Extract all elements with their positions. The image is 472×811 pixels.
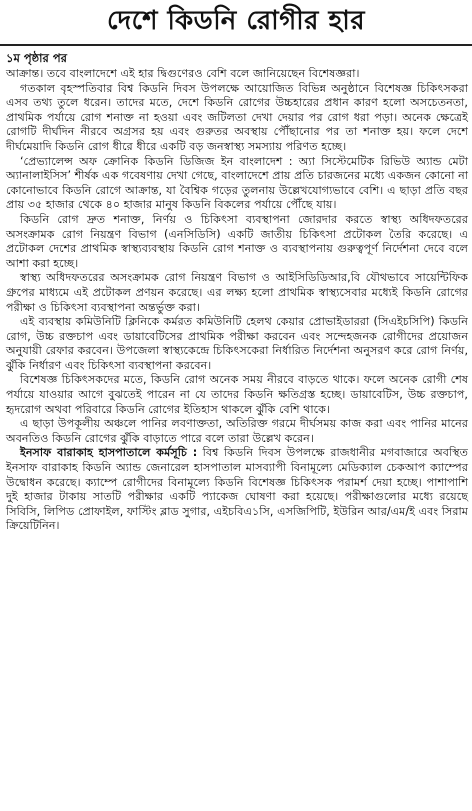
paragraph-4: কিডনি রোগ দ্রুত শনাক্ত, নির্ণয় ও চিকিৎসা ব্যবস্থাপনা জোরদার করতে স্বাস্থ্য অধিদফতরের অসংক্রামক রোগ নিয়ন্ত্রণ বিভাগ (এনসিডিসি) একটি জাতীয় চিকিৎসা প্রটোকল তৈরি করেছে। এ প্রটোকল দেশের প্রাথমিক স্বাস্থ্যব্যবস্থায় কিডনি রোগ শনাক্ত ও ব্যবস্থাপনায় গুরুত্বপূর্ণ নির্দেশনা দেবে বলে আশা করা হচ্ছে। [6, 212, 468, 270]
paragraph-9-text: বিশ্ব কিডনি দিবস উপলক্ষে রাজধানীর মগবাজারে অবস্থিত ইনসাফ বারাকাহ কিডনি অ্যান্ড জেনারেল হাসপাতাল মাসব্যাপী বিনামূল্যে মেডিক্যাল চেকআপ ক্যাম্পের উদ্বোধন করেছে। ক্যাম্পে রোগীদের বিনামূল্যে কিডনি বিশেষজ্ঞ চিকিৎসক পরামর্শ দেয়া হচ্ছে। পাশাপাশি দুই হাজার টাকায় সাতটি পরীক্ষার একটি প্যাকেজ ঘোষণা করা হয়েছে। পরীক্ষাগুলোর মধ্যে রয়েছে সিবিসি, লিপিড প্রোফাইল, ফাস্টিং ব্লাড সুগার, এইচবিএ১সি, এসজিপিটি, ইউরিন আর/এম/ই এবং সিরাম ক্রিয়েটিনিন। [6, 446, 468, 533]
headline-box [0, 0, 472, 46]
paragraph-7: বিশেষজ্ঞ চিকিৎসকদের মতে, কিডনি রোগ অনেক সময় নীরবে বাড়তে থাকে। ফলে অনেক রোগী শেষ পর্যায়ে যাওয়ার আগে বুঝতেই পারেন না যে তাদের কিডনি ক্ষতিগ্রস্ত হচ্ছে। ডায়াবেটিস, উচ্চ রক্তচাপ, হৃদরোগ অথবা পরিবারে কিডনি রোগের ইতিহাস থাকলে ঝুঁকি বেশি থাকে। [6, 373, 468, 416]
article-body [6, 67, 468, 534]
continued-from-label: ১ম পৃষ্ঠার পর [6, 51, 67, 65]
headline: দেশে কিডনি রোগীর হার [106, 6, 366, 36]
paragraph-6: এই ব্যবস্থায় কমিউনিটি ক্লিনিকে কর্মরত কমিউনিটি হেলথ কেয়ার প্রোভাইডাররা (সিএইচসিপি) কিডনি রোগ, উচ্চ রক্তচাপ এবং ডায়াবেটিসের প্রাথমিক পরীক্ষা করবেন এবং সন্দেহজনক রোগীদের প্রয়োজন অনুযায়ী রেফার করবেন। উপজেলা স্বাস্থ্যকেন্দ্রে চিকিৎসকেরা নির্ধারিত নির্দেশনা অনুসরণ করে রোগ নির্ণয়, ঝুঁকি নির্ধারণ এবং চিকিৎসা ব্যবস্থাপনা করবেন। [6, 315, 468, 372]
paragraph-3: ‘প্রেভ্যালেন্স অফ ক্রোনিক কিডনি ডিজিজ ইন বাংলাদেশ : অ্যা সিস্টেমেটিক রিভিউ অ্যান্ড মেটা অ্যানালাইসিস’ শীর্ষক এক গবেষণায় দেখা গেছে, বাংলাদেশে প্রায় প্রতি চারজনের মধ্যে একজন কোনো না কোনোভাবে কিডনি রোগে আক্রান্ত, যা বৈশ্বিক গড়ের তুলনায় উল্লেখযোগ্যভাবে বেশি। এ ছাড়া প্রতি বছর প্রায় ৩৫ হাজার থেকে ৪০ হাজার মানুষ কিডনি বিকলের পর্যায়ে পৌঁছে যায়। [6, 154, 468, 212]
paragraph-9 [6, 446, 468, 534]
subhead-lead: ইনসাফ বারাকাহ হাসপাতালে কর্মসূচি : [20, 446, 198, 460]
paragraph-2: গতকাল বৃহস্পতিবার বিশ্ব কিডনি দিবস উপলক্ষে আয়োজিত বিভিন্ন অনুষ্ঠানে বিশেষজ্ঞ চিকিৎসকরা এসব তথ্য তুলে ধরেন। তাদের মতে, দেশে কিডনি রোগের উচ্চহারের প্রধান কারণ হলো অসচেতনতা, প্রাথমিক পর্যায়ে রোগ শনাক্ত না হওয়া এবং জটিলতা দেখা দেয়ার পর রোগ ধরা পড়া। অনেক ক্ষেত্রেই রোগটি দীর্ঘদিন নীরবে অগ্রসর হয় এবং গুরুতর অবস্থায় পৌঁছানোর পর তা শনাক্ত হয়। ফলে দেশে দীর্ঘমেয়াদি কিডনি রোগ ধীরে ধীরে একটি বড় জনস্বাস্থ্য সমস্যায় পরিণত হচ্ছে। [6, 81, 468, 153]
paragraph-8: এ ছাড়া উপকূলীয় অঞ্চলে পানির লবণাক্ততা, অতিরিক্ত গরমে দীর্ঘসময় কাজ করা এবং পানির মানের অবনতিও কিডনি রোগের ঝুঁকি বাড়াতে পারে বলে তারা উল্লেখ করেন। [6, 417, 468, 445]
paragraph-5: স্বাস্থ্য অধিদফতরের অসংক্রামক রোগ নিয়ন্ত্রণ বিভাগ ও আইসিডিডিআর,বি যৌথভাবে সায়েন্টিফিক গ্রুপের মাধ্যমে এই প্রটোকল প্রণয়ন করেছে। এর লক্ষ্য হলো প্রাথমিক স্বাস্থ্যসেবার মধ্যেই কিডনি রোগের পরীক্ষা ও চিকিৎসা ব্যবস্থাপনা অন্তর্ভুক্ত করা। [6, 271, 468, 314]
paragraph-1: আক্রান্ত। তবে বাংলাদেশে এই হার দ্বিগুণেরও বেশি বলে জানিয়েছেন বিশেষজ্ঞরা। [6, 67, 360, 80]
